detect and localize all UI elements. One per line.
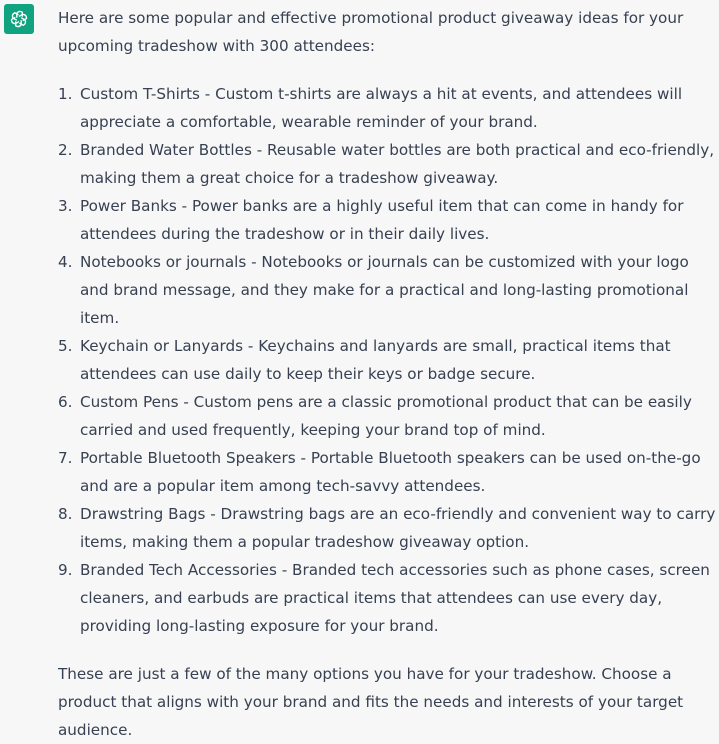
list-item — [58, 332, 716, 388]
list-item — [58, 248, 716, 332]
list-item-number: 6. — [58, 393, 73, 411]
list-item-text: Keychain or Lanyards - Keychains and lanyards are small, practical items that attendees can use daily to keep their keys or badge secure. — [80, 337, 671, 383]
list-item-text: Notebooks or journals - Notebooks or journals can be customized with your logo and brand message, and they make for a practical and long-lasting promotional item. — [80, 253, 689, 327]
list-item-number: 5. — [58, 337, 73, 355]
list-item-text: Custom T-Shirts - Custom t-shirts are always a hit at events, and attendees will appreciate a comfortable, wearable reminder of your brand. — [80, 85, 683, 131]
message-content — [58, 4, 716, 744]
openai-logo-icon — [8, 8, 30, 30]
list-item-text: Drawstring Bags - Drawstring bags are an eco-friendly and convenient way to carry items, making them a popular tradeshow giveaway option. — [80, 505, 716, 551]
list-item-text: Branded Tech Accessories - Branded tech accessories such as phone cases, screen cleaners, and earbuds are practical items that attendees can use every day, providing long-lasting exposure for your brand. — [80, 561, 710, 635]
list-item-number: 9. — [58, 561, 73, 579]
list-item — [58, 192, 716, 248]
message-intro: Here are some popular and effective promotional product giveaway ideas for your upcoming tradeshow with 300 attendees: — [58, 9, 684, 55]
assistant-avatar — [4, 4, 34, 34]
list-item-text: Branded Water Bottles - Reusable water bottles are both practical and eco-friendly, making them a great choice for a tradeshow giveaway. — [80, 141, 715, 187]
list-item-number: 4. — [58, 253, 73, 271]
list-item-number: 2. — [58, 141, 73, 159]
list-item-text: Power Banks - Power banks are a highly useful item that can come in handy for attendees during the tradeshow or in their daily lives. — [80, 197, 684, 243]
ideas-list — [58, 80, 716, 640]
list-item — [58, 500, 716, 556]
list-item — [58, 556, 716, 640]
list-item-text: Custom Pens - Custom pens are a classic promotional product that can be easily carried and used frequently, keeping your brand top of mind. — [80, 393, 692, 439]
list-item-text: Portable Bluetooth Speakers - Portable Bluetooth speakers can be used on-the-go and are a popular item among tech-savvy attendees. — [80, 449, 701, 495]
list-item — [58, 444, 716, 500]
list-item — [58, 80, 716, 136]
list-item-number: 8. — [58, 505, 73, 523]
message-outro: These are just a few of the many options you have for your tradeshow. Choose a product that aligns with your brand and fits the needs and interests of your target audience. — [58, 665, 684, 739]
list-item-number: 7. — [58, 449, 73, 467]
list-item-number: 1. — [58, 85, 73, 103]
list-item — [58, 388, 716, 444]
list-item-number: 3. — [58, 197, 73, 215]
list-item — [58, 136, 716, 192]
